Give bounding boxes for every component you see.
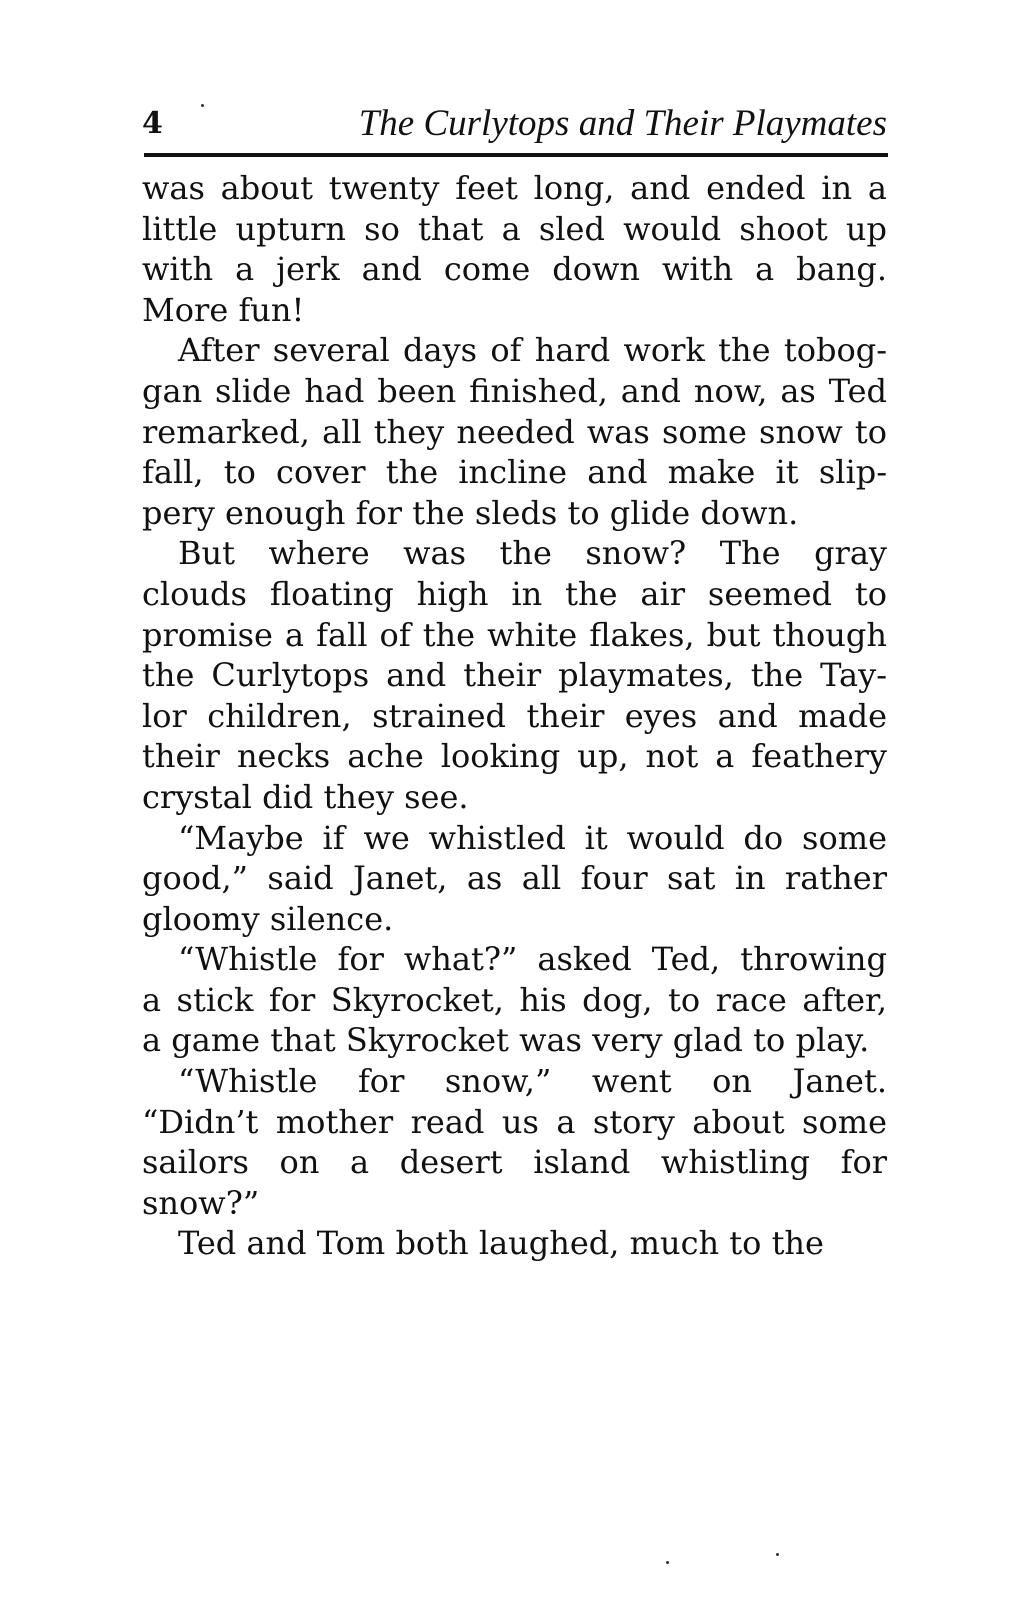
text-line: good,” said Janet, as all four sat in rather	[142, 859, 887, 898]
text-line: little upturn so that a sled would shoot up	[142, 209, 887, 248]
text-line: their necks ache looking up, not a feathery	[142, 737, 887, 776]
text-line: a game that Skyrocket was very glad to play.	[142, 1021, 870, 1060]
text-line: More fun!	[142, 290, 305, 329]
text-line: sailors on a desert island whistling for	[142, 1143, 887, 1182]
text-line: But where was the snow? The gray	[178, 534, 887, 573]
text-line: clouds floating high in the air seemed to	[142, 574, 887, 613]
text-line: with a jerk and come down with a bang.	[142, 250, 887, 289]
text-line: remarked, all they needed was some snow to	[142, 412, 887, 451]
text-line: pery enough for the sleds to glide down.	[142, 493, 799, 532]
scan-speck	[666, 1561, 669, 1564]
text-line: “Maybe if we whistled it would do some	[178, 818, 887, 857]
text-line: fall, to cover the incline and make it slip-	[142, 453, 887, 492]
scan-speck	[201, 104, 204, 107]
text-line: lor children, strained their eyes and made	[142, 696, 887, 735]
header-rule	[144, 153, 888, 157]
scan-speck	[776, 1553, 779, 1556]
text-line: gan slide had been finished, and now, as Ted	[142, 371, 887, 410]
page-number: 4	[142, 106, 163, 141]
text-line: a stick for Skyrocket, his dog, to race after,	[142, 980, 887, 1019]
text-line: “Whistle for snow,” went on Janet.	[178, 1062, 887, 1101]
text-line: “Didn’t mother read us a story about some	[142, 1102, 887, 1141]
text-line: gloomy silence.	[142, 899, 394, 938]
page-header	[142, 96, 887, 152]
text-line: Ted and Tom both laughed, much to the	[178, 1224, 824, 1263]
text-line: snow?”	[142, 1183, 260, 1222]
running-title: The Curlytops and Their Playmates	[358, 103, 887, 144]
text-line: crystal did they see.	[142, 777, 469, 816]
text-line: promise a fall of the white flakes, but though	[142, 615, 887, 654]
body-text	[142, 168, 887, 1264]
text-line: was about twenty feet long, and ended in a	[142, 169, 887, 207]
text-line: After several days of hard work the tobog-	[178, 331, 887, 370]
text-line: “Whistle for what?” asked Ted, throwing	[178, 940, 887, 979]
text-line: the Curlytops and their playmates, the Tay-	[142, 656, 887, 695]
